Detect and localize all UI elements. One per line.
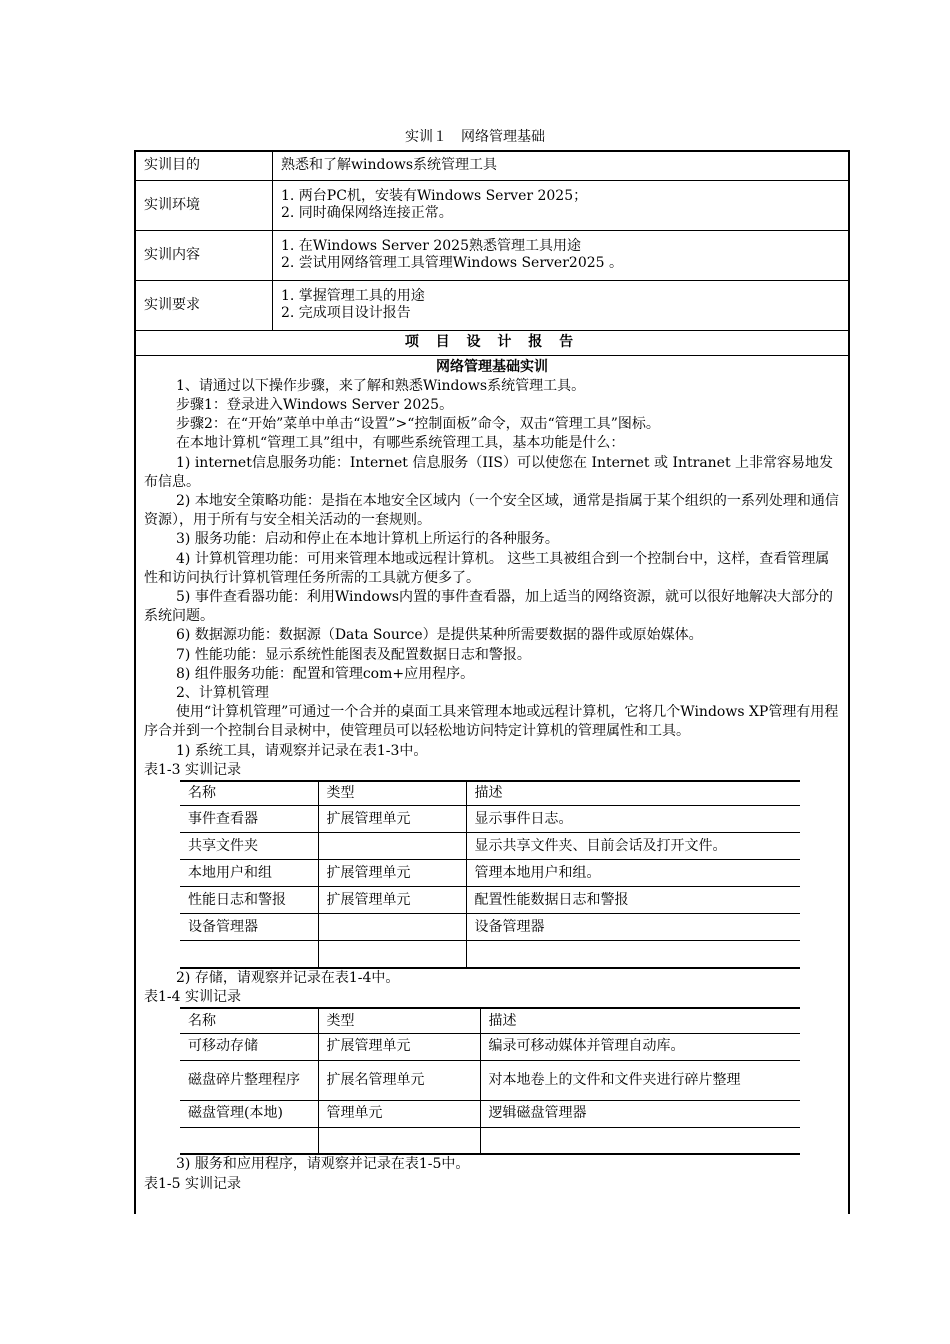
info-value [273,280,849,330]
info-line: 2. 同时确保网络连接正常。 [281,205,453,221]
table-row [180,1100,800,1127]
table-cell: 编录可移动媒体并管理自动库。 [480,1033,800,1060]
table-row [180,914,800,941]
info-value [273,180,849,230]
paragraph: 2、计算机管理 [176,684,269,701]
table-cell [180,941,318,968]
table-caption: 表1-4 实训记录 [144,989,241,1006]
paragraph: 5) 事件查看器功能：利用Windows内置的事件查看器，加上适当的网络资源，就可以很好地解决大部分的系统问题。 [144,588,834,625]
table-cell: 对本地卷上的文件和文件夹进行碎片整理 [480,1060,800,1100]
table-row [180,887,800,914]
paragraph: 1、请通过以下操作步骤，来了解和熟悉Windows系统管理工具。 [176,377,586,394]
info-line: 熟悉和了解windows系统管理工具 [281,157,498,174]
table-header-row [180,1008,800,1033]
info-row-content [136,230,848,280]
table-cell: 扩展名管理单元 [318,1060,480,1100]
info-line: 1. 掌握管理工具的用途 [281,288,425,304]
paragraph: 2) 存储，请观察并记录在表1-4中。 [176,969,400,986]
table-cell: 扩展管理单元 [318,860,466,887]
info-row-purpose [136,152,848,180]
table-row [180,833,800,860]
table-cell [318,914,466,941]
table-cell: 管理本地用户和组。 [466,860,800,887]
info-line: 2. 完成项目设计报告 [281,305,411,321]
info-row-requirements [136,280,848,330]
paragraph: 2) 本地安全策略功能：是指在本地安全区域内（一个安全区域，通常是指属于某个组织的一系列处理和通信资源），用于所有与安全相关活动的一套规则。 [144,492,839,529]
table-cell: 扩展管理单元 [318,887,466,914]
info-value [273,230,849,280]
paragraph: 在本地计算机“管理工具”组中，有哪些系统管理工具，基本功能是什么： [176,435,625,452]
table-cell: 性能日志和警报 [180,887,318,914]
table-cell: 扩展管理单元 [318,806,466,833]
paragraph: 1) 系统工具，请观察并记录在表1-3中。 [176,742,428,759]
table-cell: 磁盘管理(本地) [180,1100,318,1127]
info-table [136,152,848,356]
column-header: 类型 [318,781,466,806]
column-header: 描述 [466,781,800,806]
table-cell: 共享文件夹 [180,833,318,860]
info-label: 实训目的 [136,152,273,180]
table-row [180,1060,800,1100]
table-cell [480,1127,800,1154]
table-row [180,860,800,887]
table-cell [466,941,800,968]
table-cell [318,833,466,860]
table-cell: 事件查看器 [180,806,318,833]
column-header: 名称 [180,781,318,806]
info-line: 2. 尝试用网络管理工具管理Windows Server2025 。 [281,255,623,271]
table-row [180,941,800,968]
table-cell: 显示事件日志。 [466,806,800,833]
table-cell: 逻辑磁盘管理器 [480,1100,800,1127]
paragraph: 步骤1：登录进入Windows Server 2025。 [176,396,454,413]
table-cell [318,941,466,968]
column-header: 描述 [480,1008,800,1033]
table-cell [180,1127,318,1154]
table-cell: 扩展管理单元 [318,1033,480,1060]
paragraph: 3) 服务和应用程序，请观察并记录在表1-5中。 [176,1156,470,1173]
section-title: 网络管理基础实训 [436,358,548,375]
report-heading-row [136,330,848,355]
paragraph: 4) 计算机管理功能：可用来管理本地或远程计算机。 这些工具被组合到一个控制台中，这样，查看管理属性和访问执行计算机管理任务所需的工具就方便多了。 [144,550,830,586]
table-cell: 设备管理器 [466,914,800,941]
report-body [136,356,848,1194]
record-table-1-3 [180,780,800,969]
table-cell: 设备管理器 [180,914,318,941]
paragraph: 3) 服务功能：启动和停止在本地计算机上所运行的各种服务。 [176,531,559,548]
paragraph: 6) 数据源功能：数据源（Data Source）是提供某种所需要数据的器件或原始媒体。 [176,627,703,644]
info-label: 实训内容 [136,230,273,280]
table-cell: 配置性能数据日志和警报 [466,887,800,914]
table-cell [318,1127,480,1154]
paragraph: 使用“计算机管理”可通过一个合并的桌面工具来管理本地或远程计算机，它将几个Windows XP管理有用程序合并到一个控制台目录树中，使管理员可以轻松地访问特定计算机的管理属性和工具。 [144,704,839,740]
info-row-environment [136,180,848,230]
table-row [180,1033,800,1060]
table-cell: 本地用户和组 [180,860,318,887]
table-caption: 表1-3 实训记录 [144,761,241,778]
table-cell: 管理单元 [318,1100,480,1127]
info-line: 1. 两台PC机，安装有Windows Server 2025； [281,188,588,204]
paragraph: 7) 性能功能：显示系统性能图表及配置数据日志和警报。 [176,646,531,663]
paragraph: 步骤2：在“开始”菜单中单击“设置”>“控制面板”命令，双击“管理工具”图标。 [176,416,660,433]
paragraph: 8) 组件服务功能：配置和管理com+应用程序。 [176,665,475,682]
info-line: 1. 在Windows Server 2025熟悉管理工具用途 [281,238,581,254]
table-cell: 可移动存储 [180,1033,318,1060]
column-header: 名称 [180,1008,318,1033]
table-caption: 表1-5 实训记录 [144,1175,241,1192]
info-value [273,152,849,180]
table-row [180,1127,800,1154]
paragraph: 1) internet信息服务功能：Internet 信息服务（IIS）可以使您在 Internet 或 Intranet 上非常容易地发布信息。 [144,454,834,490]
table-cell: 磁盘碎片整理程序 [180,1060,318,1100]
table-row [180,806,800,833]
column-header: 类型 [318,1008,480,1033]
report-heading: 项 目 设 计 报 告 [136,330,848,355]
table-cell: 显示共享文件夹、目前会话及打开文件。 [466,833,800,860]
info-label: 实训环境 [136,180,273,230]
report-frame [134,150,850,1214]
info-label: 实训要求 [136,280,273,330]
record-table-1-4 [180,1007,800,1155]
page-title: 实训１ 网络管理基础 [405,129,545,145]
table-header-row [180,781,800,806]
